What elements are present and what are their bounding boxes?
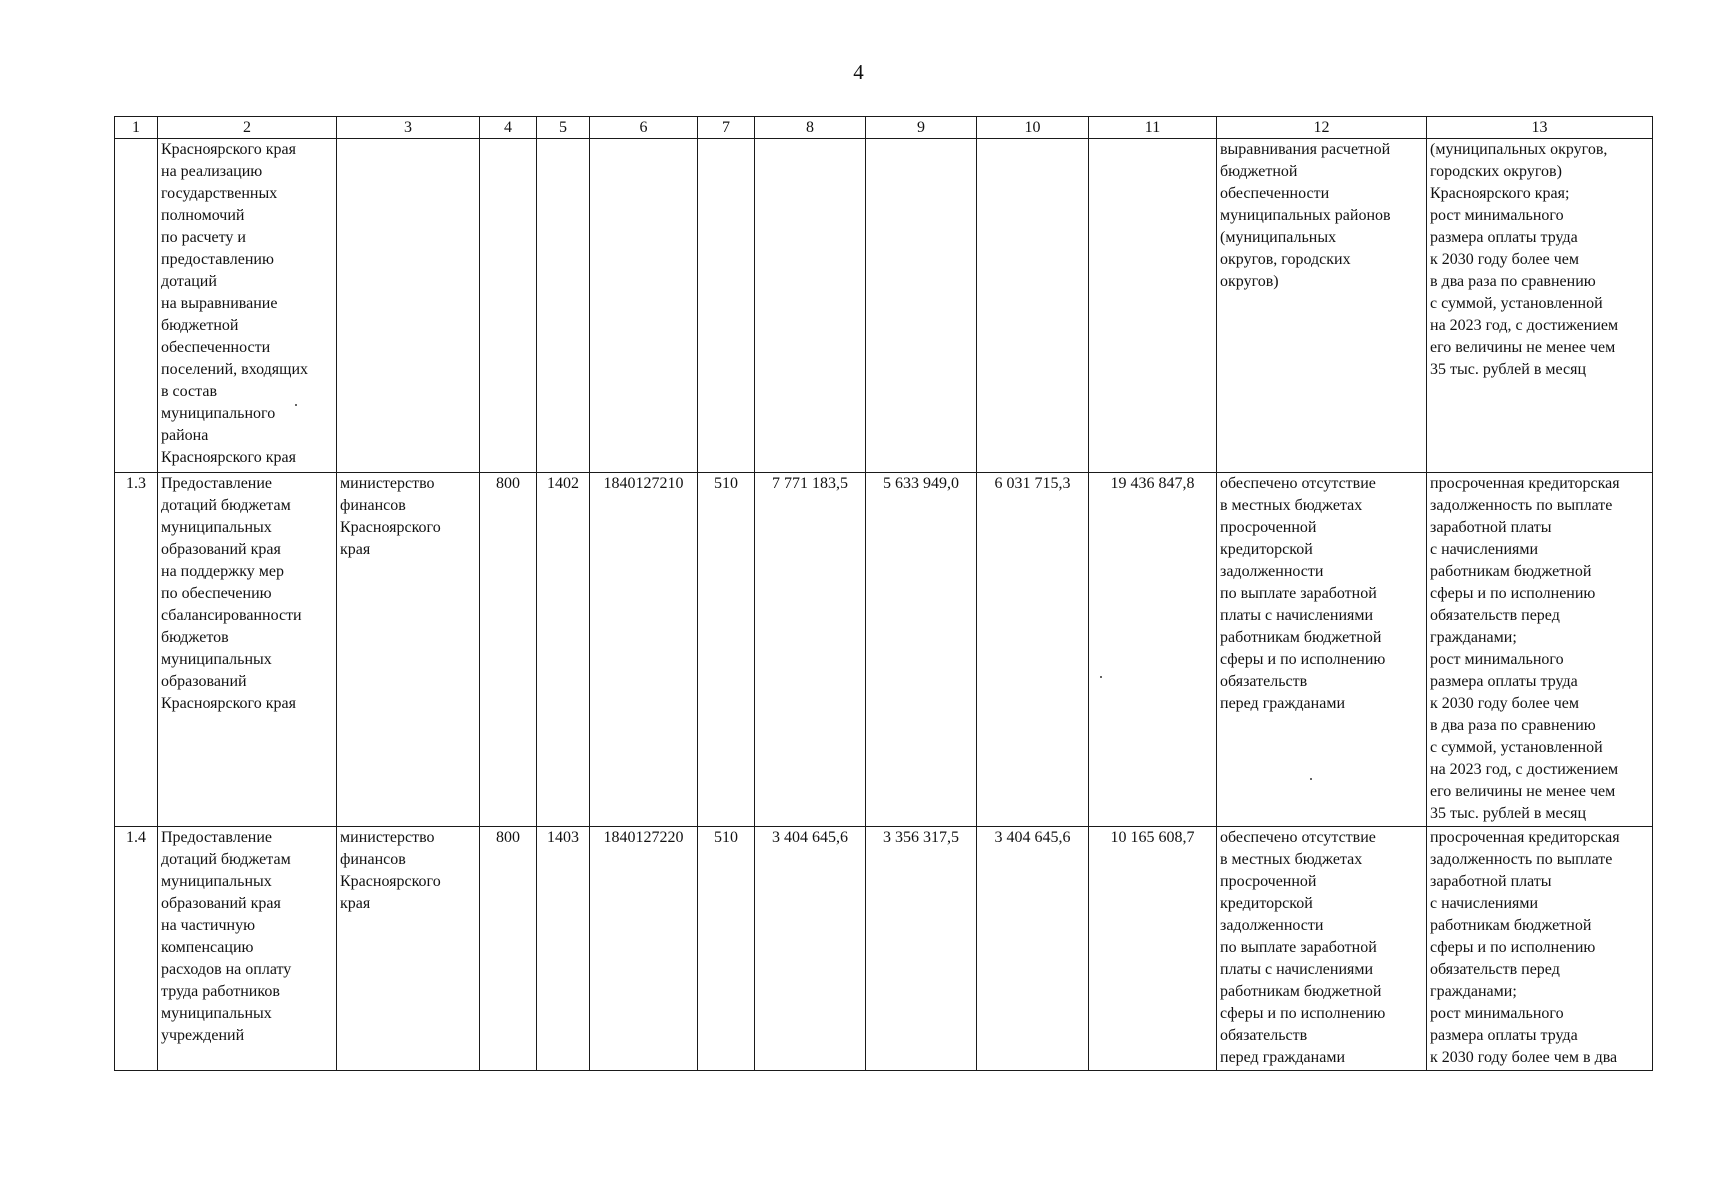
cell-text-line: района	[161, 427, 209, 444]
amount-total-cell: 10 165 608,7	[1089, 827, 1217, 1071]
cell-text-line: работникам бюджетной	[1430, 563, 1592, 580]
cell-text-line: обязательств перед	[1430, 961, 1560, 978]
row-number-cell: 1.4	[115, 827, 158, 1071]
table-row-1-4	[115, 827, 1653, 1071]
cell-text-line: образований края	[161, 895, 281, 912]
cell-text-line: 35 тыс. рублей в месяц	[1430, 361, 1587, 378]
cell-text-line: гражданами;	[1430, 629, 1517, 646]
grbs-code-cell: 800	[480, 827, 537, 1071]
target-article-cell: 1840127210	[590, 473, 698, 827]
cell-text-line: образований	[161, 673, 247, 690]
cell-text-line: сферы и по исполнению	[1220, 1005, 1386, 1022]
column-header-9: 9	[866, 117, 977, 139]
cell-text-line: с суммой, установленной	[1430, 739, 1603, 756]
measure-name-cell	[158, 473, 337, 827]
cell-text-line: работникам бюджетной	[1220, 983, 1382, 1000]
cell-text-line: обеспечено отсутствие	[1220, 829, 1376, 846]
cell-text-line: рост минимального	[1430, 651, 1564, 668]
column-header-5: 5	[537, 117, 590, 139]
cell-text-line: в два раза по сравнению	[1430, 717, 1596, 734]
cell-text-line: образований края	[161, 541, 281, 558]
cell-text-line: кредиторской	[1220, 541, 1313, 558]
section-code-cell: 1403	[537, 827, 590, 1071]
cell-text-line: обязательств	[1220, 673, 1308, 690]
measure-name-cell	[158, 139, 337, 473]
cell-text-line: министерство	[340, 475, 435, 492]
cell-text-line: с суммой, установленной	[1430, 295, 1603, 312]
cell-text-line: обеспеченности	[161, 339, 271, 356]
cell-text-line: муниципальных	[161, 651, 272, 668]
cell-text-line: просроченная кредиторская	[1430, 829, 1620, 846]
cell-text-line: в два раза по сравнению	[1430, 273, 1596, 290]
column-header-6: 6	[590, 117, 698, 139]
cell-text-line: по расчету и	[161, 229, 246, 246]
cell-text-line: просроченной	[1220, 519, 1317, 536]
cell-text-line: округов)	[1220, 273, 1279, 290]
section-code-cell: 1402	[537, 473, 590, 827]
column-header-4: 4	[480, 117, 537, 139]
cell-text-line: задолженности	[1220, 563, 1324, 580]
cell-text-line: Красноярского края	[161, 695, 296, 712]
cell-text-line: муниципальных	[161, 873, 272, 890]
cell-text-line: Предоставление	[161, 829, 273, 846]
cell-text-line: обеспеченности	[1220, 185, 1330, 202]
cell-text-line: гражданами;	[1430, 983, 1517, 1000]
cell-text-line: по обеспечению	[161, 585, 272, 602]
cell-text-line: размера оплаты труда	[1430, 229, 1578, 246]
cell-text-line: расходов на оплату	[161, 961, 292, 978]
cell-text-line: в местных бюджетах	[1220, 851, 1363, 868]
cell-text-line: обязательств перед	[1430, 607, 1560, 624]
cell-text-line: заработной платы	[1430, 873, 1552, 890]
cell-text-line: края	[340, 895, 371, 912]
cell-text-line: к 2030 году более чем	[1430, 251, 1580, 268]
table-row-1-3	[115, 473, 1653, 827]
cell-text-line: обеспечено отсутствие	[1220, 475, 1376, 492]
column-header-1: 1	[115, 117, 158, 139]
column-number-header-row	[115, 117, 1653, 139]
amount-year-3-cell: 3 404 645,6	[977, 827, 1089, 1071]
cell-text-line: учреждений	[161, 1027, 245, 1044]
cell-text-line: муниципальных районов	[1220, 207, 1391, 224]
cell-text-line: Красноярского	[340, 519, 441, 536]
cell-text-line: просроченной	[1220, 873, 1317, 890]
cell-text-line: с начислениями	[1430, 541, 1539, 558]
column-header-8: 8	[755, 117, 866, 139]
cell-text-line: с начислениями	[1430, 895, 1539, 912]
scan-speck	[1310, 778, 1312, 780]
cell-text-line: его величины не менее чем	[1430, 339, 1616, 356]
amount-year-3-cell	[977, 139, 1089, 473]
cell-text-line: 35 тыс. рублей в месяц	[1430, 805, 1587, 822]
amount-total-cell: 19 436 847,8	[1089, 473, 1217, 827]
cell-text-line: перед гражданами	[1220, 1049, 1346, 1066]
column-header-2: 2	[158, 117, 337, 139]
cell-text-line: задолженность по выплате	[1430, 851, 1613, 868]
amount-year-1-cell	[755, 139, 866, 473]
row-number-cell: 1.3	[115, 473, 158, 827]
cell-text-line: финансов	[340, 497, 406, 514]
amount-year-1-cell: 3 404 645,6	[755, 827, 866, 1071]
cell-text-line: перед гражданами	[1220, 695, 1346, 712]
column-header-3: 3	[337, 117, 480, 139]
cell-text-line: городских округов)	[1430, 163, 1562, 180]
cell-text-line: сферы и по исполнению	[1430, 585, 1596, 602]
cell-text-line: на 2023 год, с достижением	[1430, 317, 1619, 334]
cell-text-line: на поддержку мер	[161, 563, 284, 580]
target-article-cell: 1840127220	[590, 827, 698, 1071]
cell-text-line: муниципальных	[161, 519, 272, 536]
cell-text-line: задолженности	[1220, 917, 1324, 934]
cell-text-line: по выплате заработной	[1220, 585, 1377, 602]
cell-text-line: Красноярского края;	[1430, 185, 1570, 202]
cell-text-line: бюджетной	[161, 317, 239, 334]
cell-text-line: сферы и по исполнению	[1220, 651, 1386, 668]
cell-text-line: на частичную	[161, 917, 256, 934]
expected-result-cell	[1217, 139, 1427, 473]
scan-speck	[295, 404, 297, 406]
cell-text-line: размера оплаты труда	[1430, 1027, 1578, 1044]
cell-text-line: предоставлению	[161, 251, 274, 268]
cell-text-line: задолженность по выплате	[1430, 497, 1613, 514]
cell-text-line: министерство	[340, 829, 435, 846]
cell-text-line: на реализацию	[161, 163, 263, 180]
cell-text-line: государственных	[161, 185, 278, 202]
cell-text-line: компенсацию	[161, 939, 254, 956]
cell-text-line: в местных бюджетах	[1220, 497, 1363, 514]
measure-name-cell	[158, 827, 337, 1071]
budget-measures-table	[114, 116, 1653, 1071]
row-number-cell	[115, 139, 158, 473]
scan-speck	[1100, 676, 1102, 678]
cell-text-line: выравнивания расчетной	[1220, 141, 1391, 158]
cell-text-line: дотаций бюджетам	[161, 851, 291, 868]
grbs-code-cell: 800	[480, 473, 537, 827]
cell-text-line: просроченная кредиторская	[1430, 475, 1620, 492]
expected-result-cell	[1217, 827, 1427, 1071]
cell-text-line: сбалансированности	[161, 607, 302, 624]
cell-text-line: дотаций бюджетам	[161, 497, 291, 514]
amount-year-2-cell: 5 633 949,0	[866, 473, 977, 827]
amount-year-2-cell	[866, 139, 977, 473]
cell-text-line: поселений, входящих	[161, 361, 308, 378]
cell-text-line: сферы и по исполнению	[1430, 939, 1596, 956]
cell-text-line: дотаций	[161, 273, 217, 290]
cell-text-line: Красноярского	[340, 873, 441, 890]
result-indicator-cell	[1427, 473, 1653, 827]
cell-text-line: бюджетной	[1220, 163, 1298, 180]
cell-text-line: платы с начислениями	[1220, 607, 1374, 624]
expense-type-cell: 510	[698, 473, 755, 827]
amount-year-3-cell: 6 031 715,3	[977, 473, 1089, 827]
cell-text-line: бюджетов	[161, 629, 229, 646]
column-header-11: 11	[1089, 117, 1217, 139]
cell-text-line: Красноярского края	[161, 449, 296, 466]
cell-text-line: на 2023 год, с достижением	[1430, 761, 1619, 778]
cell-text-line: заработной платы	[1430, 519, 1552, 536]
cell-text-line: труда работников	[161, 983, 280, 1000]
cell-text-line: кредиторской	[1220, 895, 1313, 912]
cell-text-line: финансов	[340, 851, 406, 868]
result-indicator-cell	[1427, 827, 1653, 1071]
column-header-7: 7	[698, 117, 755, 139]
cell-text-line: обязательств	[1220, 1027, 1308, 1044]
cell-text-line: муниципальных	[161, 1005, 272, 1022]
cell-text-line: к 2030 году более чем	[1430, 695, 1580, 712]
expected-result-cell	[1217, 473, 1427, 827]
cell-text-line: по выплате заработной	[1220, 939, 1377, 956]
cell-text-line: его величины не менее чем	[1430, 783, 1616, 800]
cell-text-line: (муниципальных	[1220, 229, 1337, 246]
column-header-12: 12	[1217, 117, 1427, 139]
table-row-continuation	[115, 139, 1653, 473]
page-number: 4	[853, 60, 864, 84]
cell-text-line: округов, городских	[1220, 251, 1351, 268]
cell-text-line: Предоставление	[161, 475, 273, 492]
executor-cell	[337, 473, 480, 827]
cell-text-line: в состав	[161, 383, 217, 400]
cell-text-line: работникам бюджетной	[1220, 629, 1382, 646]
amount-year-2-cell: 3 356 317,5	[866, 827, 977, 1071]
expense-type-cell	[698, 139, 755, 473]
amount-total-cell	[1089, 139, 1217, 473]
column-header-10: 10	[977, 117, 1089, 139]
cell-text-line: рост минимального	[1430, 1005, 1564, 1022]
cell-text-line: на выравнивание	[161, 295, 278, 312]
result-indicator-cell	[1427, 139, 1653, 473]
target-article-cell	[590, 139, 698, 473]
column-header-13: 13	[1427, 117, 1653, 139]
cell-text-line: края	[340, 541, 371, 558]
executor-cell	[337, 139, 480, 473]
cell-text-line: размера оплаты труда	[1430, 673, 1578, 690]
cell-text-line: полномочий	[161, 207, 245, 224]
grbs-code-cell	[480, 139, 537, 473]
cell-text-line: Красноярского края	[161, 141, 296, 158]
section-code-cell	[537, 139, 590, 473]
cell-text-line: платы с начислениями	[1220, 961, 1374, 978]
executor-cell	[337, 827, 480, 1071]
cell-text-line: муниципального	[161, 405, 276, 422]
amount-year-1-cell: 7 771 183,5	[755, 473, 866, 827]
cell-text-line: работникам бюджетной	[1430, 917, 1592, 934]
cell-text-line: рост минимального	[1430, 207, 1564, 224]
cell-text-line: к 2030 году более чем в два	[1430, 1049, 1618, 1066]
cell-text-line: (муниципальных округов,	[1430, 141, 1608, 158]
expense-type-cell: 510	[698, 827, 755, 1071]
